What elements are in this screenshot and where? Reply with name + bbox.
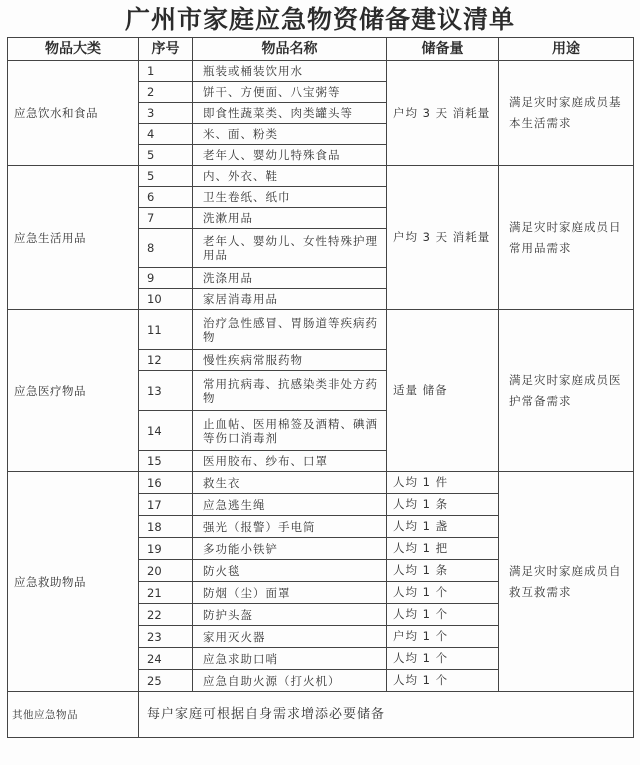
item-name: 内、外衣、鞋 [193, 166, 387, 187]
table-row [8, 310, 634, 350]
item-name: 应急求助口哨 [193, 648, 387, 670]
item-name: 应急逃生绳 [193, 494, 387, 516]
item-name: 医用胶布、纱布、口罩 [193, 451, 387, 472]
amount-cell: 适量 储备 [387, 310, 499, 472]
category-cell: 其他应急物品 [8, 692, 139, 738]
item-number: 18 [139, 516, 193, 538]
item-number: 1 [139, 61, 193, 82]
category-cell: 应急救助物品 [8, 472, 139, 692]
amount-cell: 人均 1 个 [387, 604, 499, 626]
item-name: 家居消毒用品 [193, 289, 387, 310]
item-number: 10 [139, 289, 193, 310]
table-row [8, 472, 634, 494]
category-cell: 应急医疗物品 [8, 310, 139, 472]
item-name: 防火毯 [193, 560, 387, 582]
item-number: 6 [139, 187, 193, 208]
item-name: 饼干、方便面、八宝粥等 [193, 82, 387, 103]
item-number: 11 [139, 310, 193, 350]
item-name: 止血帖、医用棉签及酒精、碘酒等伤口消毒剂 [193, 411, 387, 451]
item-name: 治疗急性感冒、胃肠道等疾病药物 [193, 310, 387, 350]
item-number: 19 [139, 538, 193, 560]
amount-cell: 户均 3 天 消耗量 [387, 61, 499, 166]
header-category: 物品大类 [8, 38, 139, 61]
item-name: 洗涤用品 [193, 268, 387, 289]
item-number: 21 [139, 582, 193, 604]
item-number: 17 [139, 494, 193, 516]
item-name: 米、面、粉类 [193, 124, 387, 145]
use-cell: 满足灾时家庭成员自救互救需求 [499, 472, 634, 692]
item-number: 23 [139, 626, 193, 648]
item-number: 8 [139, 229, 193, 268]
category-cell: 应急生活用品 [8, 166, 139, 310]
table-header-row [8, 38, 634, 61]
category-cell: 应急饮水和食品 [8, 61, 139, 166]
other-note: 每户家庭可根据自身需求增添必要储备 [139, 692, 634, 738]
item-number: 16 [139, 472, 193, 494]
item-number: 9 [139, 268, 193, 289]
item-name: 即食性蔬菜类、肉类罐头等 [193, 103, 387, 124]
amount-cell: 人均 1 个 [387, 648, 499, 670]
item-name: 慢性疾病常服药物 [193, 350, 387, 371]
item-number: 7 [139, 208, 193, 229]
use-cell: 满足灾时家庭成员基本生活需求 [499, 61, 634, 166]
use-cell: 满足灾时家庭成员医护常备需求 [499, 310, 634, 472]
item-name: 瓶装或桶装饮用水 [193, 61, 387, 82]
amount-cell: 人均 1 盏 [387, 516, 499, 538]
item-number: 4 [139, 124, 193, 145]
table-row [8, 692, 634, 738]
use-cell: 满足灾时家庭成员日常用品需求 [499, 166, 634, 310]
header-use: 用途 [499, 38, 634, 61]
item-number: 2 [139, 82, 193, 103]
item-name: 常用抗病毒、抗感染类非处方药物 [193, 371, 387, 411]
table-row [8, 61, 634, 82]
header-item-name: 物品名称 [193, 38, 387, 61]
item-number: 25 [139, 670, 193, 692]
item-number: 12 [139, 350, 193, 371]
item-name: 卫生卷纸、纸巾 [193, 187, 387, 208]
item-number: 22 [139, 604, 193, 626]
item-name: 防烟（尘）面罩 [193, 582, 387, 604]
item-number: 13 [139, 371, 193, 411]
item-number: 3 [139, 103, 193, 124]
item-name: 救生衣 [193, 472, 387, 494]
item-number: 5 [139, 166, 193, 187]
amount-cell: 人均 1 个 [387, 582, 499, 604]
item-number: 20 [139, 560, 193, 582]
supplies-table [7, 37, 634, 738]
header-amount: 储备量 [387, 38, 499, 61]
item-number: 24 [139, 648, 193, 670]
header-number: 序号 [139, 38, 193, 61]
amount-cell: 人均 1 件 [387, 472, 499, 494]
item-name: 强光（报警）手电筒 [193, 516, 387, 538]
item-name: 防护头盔 [193, 604, 387, 626]
item-number: 15 [139, 451, 193, 472]
item-name: 洗漱用品 [193, 208, 387, 229]
item-name: 老年人、婴幼儿特殊食品 [193, 145, 387, 166]
amount-cell: 人均 1 条 [387, 494, 499, 516]
item-number: 5 [139, 145, 193, 166]
item-name: 应急自助火源（打火机） [193, 670, 387, 692]
table-row [8, 166, 634, 187]
document-title: 广州市家庭应急物资储备建议清单 [124, 5, 515, 34]
amount-cell: 人均 1 个 [387, 670, 499, 692]
amount-cell: 人均 1 把 [387, 538, 499, 560]
item-number: 14 [139, 411, 193, 451]
amount-cell: 户均 3 天 消耗量 [387, 166, 499, 310]
amount-cell: 人均 1 条 [387, 560, 499, 582]
amount-cell: 户均 1 个 [387, 626, 499, 648]
item-name: 多功能小铁铲 [193, 538, 387, 560]
item-name: 老年人、婴幼儿、女性特殊护理用品 [193, 229, 387, 268]
item-name: 家用灭火器 [193, 626, 387, 648]
